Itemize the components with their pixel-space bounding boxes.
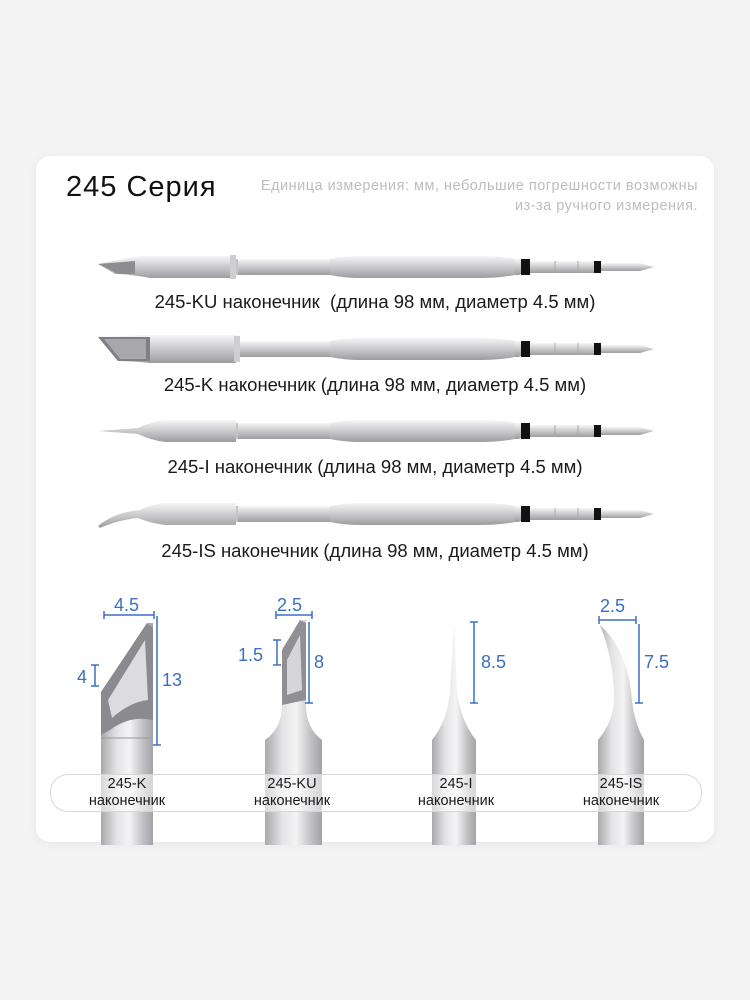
closeup-i-type: наконечник	[417, 793, 495, 809]
closeup-ku-type: наконечник	[253, 793, 331, 809]
tip-ku-name: 245-KU наконечник	[154, 291, 320, 312]
closeup-is-length: 7.5	[644, 652, 670, 672]
closeup-is-caption	[546, 776, 696, 810]
closeup-k-model: 245-K	[107, 776, 147, 792]
tip-k-label	[36, 374, 714, 396]
tip-i-drawing	[98, 420, 654, 442]
tip-ku-label	[36, 291, 714, 313]
tip-is-name: 245-IS наконечник	[161, 540, 319, 561]
closeup-ku-face: 1.5	[238, 645, 264, 665]
tip-is-specs: (длина 98 мм, диаметр 4.5 мм)	[323, 540, 589, 561]
closeup-k-width: 4.5	[114, 595, 140, 615]
tip-i-name: 245-I наконечник	[167, 456, 313, 477]
page-title: 245 Серия	[66, 171, 217, 203]
closeup-is-width: 2.5	[600, 596, 626, 616]
tip-ku-specs: (длина 98 мм, диаметр 4.5 мм)	[330, 291, 596, 312]
tip-k-specs: (длина 98 мм, диаметр 4.5 мм)	[320, 374, 587, 395]
tip-k-name: 245-K наконечник	[163, 374, 316, 395]
closeup-is-type: наконечник	[582, 793, 660, 809]
closeup-i-caption	[381, 776, 531, 810]
closeup-i-model: 245-I	[439, 776, 473, 792]
tip-i-label	[36, 456, 714, 478]
closeup-k-caption	[52, 776, 202, 810]
closeup-k-type: наконечник	[88, 793, 166, 809]
tip-ku-drawing	[98, 255, 654, 279]
tip-i-specs: (длина 98 мм, диаметр 4.5 мм)	[317, 456, 583, 477]
closeup-k-length: 13	[162, 670, 183, 690]
closeup-i-length: 8.5	[481, 652, 507, 672]
closeup-is-model: 245-IS	[599, 776, 643, 792]
closeup-ku-model: 245-KU	[267, 776, 317, 792]
tip-is-label	[36, 540, 714, 562]
closeup-ku-length: 8	[314, 652, 325, 672]
closeup-k-face: 4	[77, 667, 88, 687]
tip-k-drawing	[98, 335, 654, 363]
measurement-note: Единица измерения: мм, небольшие погрешности возможны из-за ручного измерения.	[260, 178, 698, 214]
tip-is-drawing	[98, 503, 654, 528]
closeup-ku-caption	[217, 776, 367, 810]
closeup-ku-width: 2.5	[277, 595, 303, 615]
